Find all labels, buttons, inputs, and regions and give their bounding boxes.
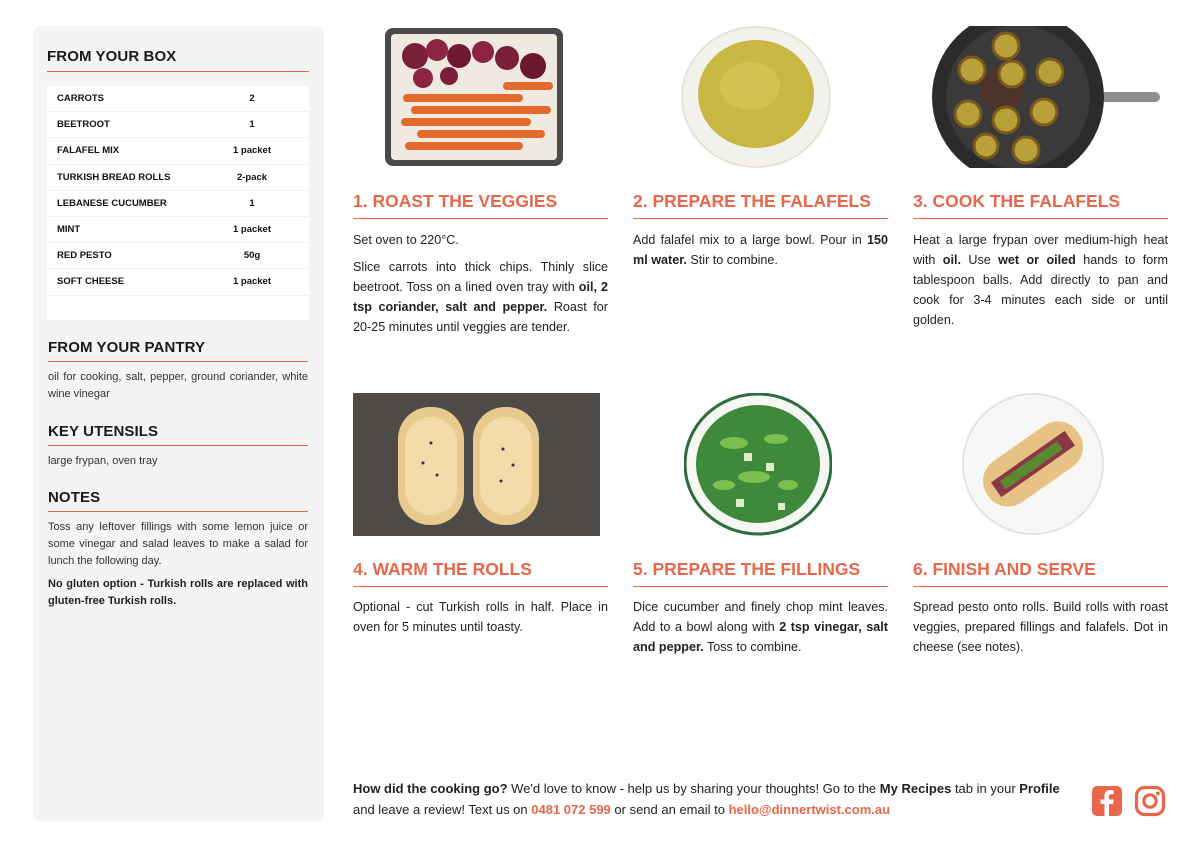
ingredient-qty: 1 packet — [232, 224, 272, 236]
bold-text: 2 tsp vinegar, salt and pepper. — [633, 620, 888, 654]
served-roll-image — [962, 393, 1104, 536]
ingredient-name: RED PESTO — [57, 250, 112, 262]
text: We'd love to know - help us by sharing your thoughts! Go to the — [507, 781, 880, 796]
step-rule — [633, 218, 888, 219]
step-rule — [353, 586, 608, 587]
box-ingredients-table — [47, 86, 309, 320]
text: Slice carrots into thick chips. Thinly slice beetroot. Toss on a lined oven tray with — [353, 260, 608, 294]
step3-body — [913, 230, 1168, 337]
from-your-box-section — [47, 48, 309, 72]
ingredient-name: FALAFEL MIX — [57, 145, 120, 157]
profile-link[interactable]: Profile — [1019, 781, 1060, 796]
falafel-mix-image — [680, 26, 832, 168]
frypan-falafels-image — [932, 26, 1160, 168]
text: Roast for 20-25 minutes until veggies are tender. — [353, 300, 609, 334]
ingredient-name: TURKISH BREAD ROLLS — [57, 171, 171, 183]
text: or send an email to — [610, 802, 729, 817]
utensils-heading: KEY UTENSILS — [48, 423, 159, 440]
bold-text: wet or oiled — [998, 253, 1076, 267]
step6-body — [913, 597, 1168, 664]
text: Add falafel mix to a large bowl. Pour in — [633, 233, 867, 247]
ingredient-qty: 2-pack — [236, 171, 268, 183]
ingredient-qty: 1 packet — [232, 276, 272, 288]
text: Stir to combine. — [686, 253, 778, 267]
step4-p: Optional - cut Turkish rolls in half. Place in oven for 5 minutes until toasty. — [353, 600, 608, 634]
ingredient-row — [47, 138, 309, 164]
roast-veggies-image — [383, 26, 565, 168]
heading-rule — [47, 71, 309, 72]
step-rule — [353, 218, 608, 219]
ingredient-name: CARROTS — [57, 93, 104, 105]
bold-text: 150 ml water. — [633, 233, 888, 267]
ingredient-row — [47, 165, 309, 191]
step4-body — [353, 597, 608, 644]
text: and leave a review! Text us on — [353, 802, 532, 817]
heading-rule — [48, 361, 308, 362]
ingredient-row — [47, 217, 309, 243]
text: Heat a large frypan over medium-high heat with — [913, 233, 1168, 267]
step6-p: Spread pesto onto rolls. Build rolls with roast veggies, prepared fillings and falafels. Dot in cheese (see notes). — [913, 600, 1168, 654]
step2-heading: 2. PREPARE THE FALAFELS — [633, 191, 871, 211]
step1-heading: 1. ROAST THE VEGGIES — [353, 191, 558, 211]
ingredient-row — [47, 86, 309, 112]
feedback-question: How did the cooking go? — [353, 781, 508, 796]
ingredient-qty: 1 packet — [232, 145, 272, 157]
step3-heading: 3. COOK THE FALAFELS — [913, 191, 1121, 211]
bold-text: oil, 2 tsp coriander, salt and pepper. — [353, 280, 609, 314]
pantry-text: oil for cooking, salt, pepper, ground coriander, white wine vinegar — [48, 371, 308, 400]
utensils-section — [48, 423, 308, 470]
ingredient-row — [47, 243, 309, 269]
from-your-box-heading: FROM YOUR BOX — [47, 48, 177, 65]
turkish-rolls-image — [353, 393, 600, 536]
step-rule — [913, 586, 1168, 587]
notes-heading: NOTES — [48, 489, 101, 506]
step1-body — [353, 230, 608, 344]
ingredient-row — [47, 269, 309, 295]
step2-p — [633, 230, 888, 270]
utensils-text: large frypan, oven tray — [48, 455, 158, 467]
ingredients-sidebar — [33, 26, 324, 821]
fillings-bowl-image — [684, 393, 832, 536]
step5-body — [633, 597, 888, 664]
ingredient-name: BEETROOT — [57, 119, 110, 131]
ingredient-qty: 50g — [243, 250, 261, 262]
ingredient-qty: 2 — [249, 93, 255, 105]
ingredient-name: MINT — [57, 224, 81, 236]
ingredient-name: LEBANESE CUCUMBER — [57, 197, 167, 209]
feedback-footer — [353, 778, 1073, 820]
heading-rule — [48, 511, 308, 512]
step-rule — [913, 218, 1168, 219]
step1-p1: Set oven to 220°C. — [353, 233, 459, 247]
notes-text: Toss any leftover fillings with some lemon juice or some vinegar and salad leaves to make a salad for lunch the following day. — [48, 521, 308, 567]
pantry-section — [48, 339, 308, 403]
gluten-note: No gluten option - Turkish rolls are replaced with gluten-free Turkish rolls. — [48, 578, 308, 607]
email-link[interactable]: hello@dinnertwist.com.au — [728, 802, 891, 817]
text: Use — [960, 253, 999, 267]
ingredient-row — [47, 191, 309, 217]
text: Dice cucumber and finely chop mint leaves. Add to a bowl along with — [633, 600, 888, 634]
instagram-icon[interactable] — [1134, 785, 1166, 817]
step-rule — [633, 586, 888, 587]
step3-p — [913, 230, 1168, 330]
step5-p — [633, 597, 888, 657]
step6-heading: 6. FINISH AND SERVE — [913, 559, 1096, 579]
bold-text: oil. — [942, 253, 961, 267]
phone-link[interactable]: 0481 072 599 — [531, 802, 611, 817]
step5-heading: 5. PREPARE THE FILLINGS — [633, 559, 861, 579]
step1-p2 — [353, 257, 608, 337]
pantry-heading: FROM YOUR PANTRY — [48, 339, 206, 356]
ingredient-qty: 1 — [249, 119, 255, 131]
text: tab in your — [951, 781, 1020, 796]
text: hands to form tablespoon balls. Add directly to pan and cook for 3-4 minutes each side or until golden. — [913, 253, 1168, 327]
step4-heading: 4. WARM THE ROLLS — [353, 559, 532, 579]
step2-body — [633, 230, 888, 277]
ingredient-row — [47, 112, 309, 138]
my-recipes-link[interactable]: My Recipes — [879, 781, 952, 796]
facebook-icon[interactable] — [1091, 785, 1123, 817]
ingredient-name: SOFT CHEESE — [57, 276, 125, 288]
text: Toss to combine. — [703, 640, 802, 654]
notes-section — [48, 489, 308, 610]
heading-rule — [48, 445, 308, 446]
ingredient-qty: 1 — [249, 197, 255, 209]
